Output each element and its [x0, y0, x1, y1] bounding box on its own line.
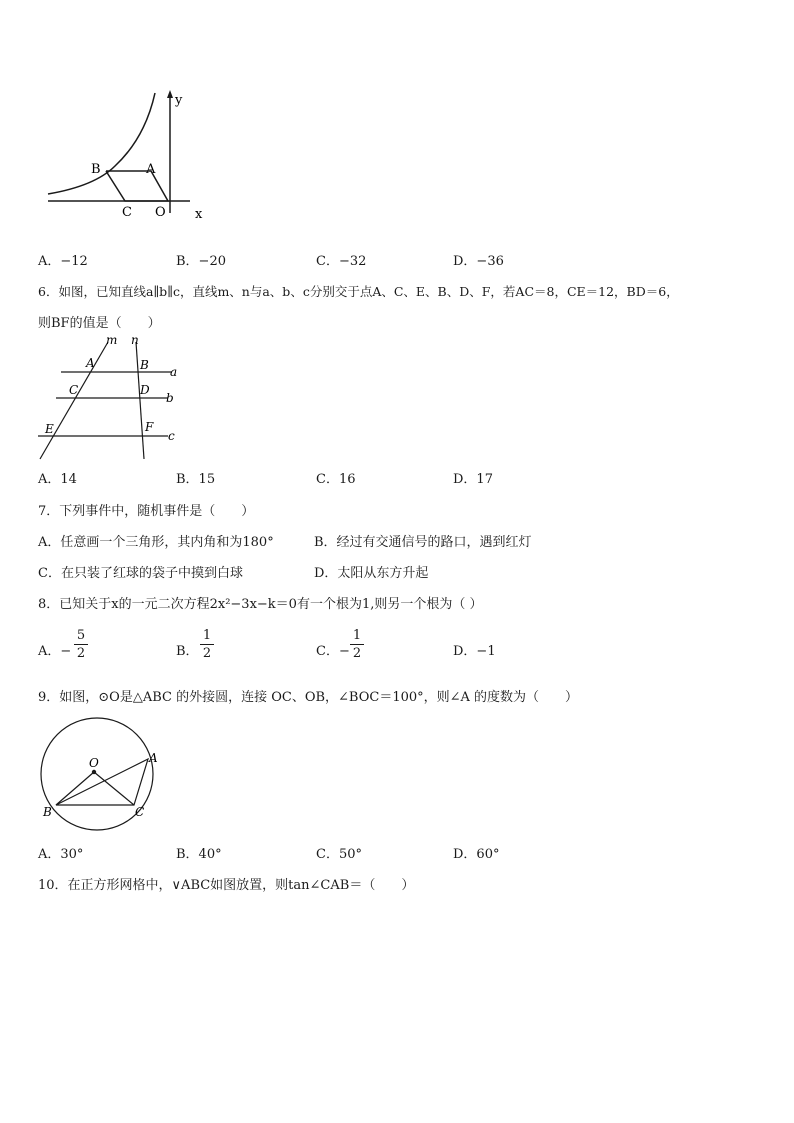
q7-text: 7．下列事件中，随机事件是（ ） — [38, 504, 255, 519]
q6-option-a: A．14 — [38, 472, 77, 487]
label-B: B — [91, 162, 101, 177]
q9-text: 9．如图，⊙O是△ABC 的外接圆，连接 OC、OB，∠BOC＝100°，则∠A 的度数为（ ） — [38, 690, 579, 705]
q6-option-c: C．16 — [316, 472, 356, 487]
q8-option-c-fraction — [350, 628, 364, 661]
label-D: D — [140, 383, 150, 397]
q5-option-b: B．−20 — [176, 254, 226, 269]
label-O: O — [89, 756, 99, 770]
q6-text-line1: 6．如图，已知直线a∥b∥c，直线m、n与a、b、c分别交于点A、C、E、B、D、F，若AC＝8，CE＝12，BD＝6， — [38, 284, 679, 299]
parallelogram — [106, 171, 168, 201]
q7-option-d: D．太阳从东方升起 — [314, 566, 429, 581]
label-c: c — [168, 429, 175, 443]
q5-option-a: A．−12 — [38, 254, 88, 269]
label-O: O — [155, 205, 166, 220]
q8-c-denominator: 2 — [352, 646, 362, 661]
label-b: b — [166, 391, 174, 405]
q6-figure — [36, 332, 186, 464]
label-C: C — [69, 383, 79, 397]
q9-option-b: B．40° — [176, 847, 222, 862]
center-point — [92, 770, 96, 774]
fraction-bar — [350, 644, 364, 645]
label-A: A — [149, 751, 158, 765]
label-A: A — [86, 356, 95, 370]
label-a: a — [170, 365, 178, 379]
q8-option-a-prefix: A．− — [38, 644, 72, 659]
q9-option-a: A．30° — [38, 847, 84, 862]
q8-a-denominator: 2 — [76, 646, 86, 661]
q7-option-c: C．在只装了红球的袋子中摸到白球 — [38, 566, 243, 581]
label-C: C — [122, 205, 132, 220]
label-m: m — [106, 333, 118, 347]
q9-option-d: D．60° — [453, 847, 500, 862]
hyperbola-curve — [48, 93, 155, 194]
q6-option-b: B．15 — [176, 472, 216, 487]
q7-option-a: A．任意画一个三角形，其内角和为180° — [38, 535, 274, 550]
label-E: E — [45, 422, 54, 436]
label-x: x — [195, 207, 203, 222]
q5-figure — [40, 88, 220, 223]
q8-option-a-fraction — [74, 628, 88, 661]
q8-a-numerator: 5 — [76, 628, 86, 643]
q5-option-d: D．−36 — [453, 254, 504, 269]
q8-b-numerator: 1 — [202, 628, 212, 643]
line-m — [40, 342, 108, 459]
label-A: A — [146, 162, 156, 177]
q6-text-line2: 则BF的值是（ ） — [38, 316, 161, 331]
q8-c-numerator: 1 — [352, 628, 362, 643]
label-B: B — [43, 805, 52, 819]
segment-oc — [94, 772, 134, 805]
y-axis-arrow — [167, 90, 173, 98]
q8-option-c-prefix: C．− — [316, 644, 350, 659]
fraction-bar — [74, 644, 88, 645]
q8-option-b-prefix: B． — [176, 644, 199, 659]
q7-option-b: B．经过有交通信号的路口，遇到红灯 — [314, 535, 532, 550]
q8-option-d: D．−1 — [453, 644, 496, 659]
triangle-abc — [56, 759, 148, 805]
q9-option-c: C．50° — [316, 847, 362, 862]
fraction-bar — [200, 644, 214, 645]
label-n: n — [131, 333, 139, 347]
q8-option-b-fraction — [200, 628, 214, 661]
label-B: B — [140, 358, 149, 372]
q8-text: 8．已知关于x的一元二次方程2x²−3x−k＝0有一个根为1,则另一个根为（ ） — [38, 597, 483, 612]
label-C: C — [135, 805, 145, 819]
q8-b-denominator: 2 — [202, 646, 212, 661]
q10-text: 10．在正方形网格中，∨ABC如图放置，则tan∠CAB＝（ ） — [38, 878, 415, 893]
q5-option-c: C．−32 — [316, 254, 367, 269]
label-y: y — [175, 93, 183, 108]
q9-figure — [36, 724, 166, 829]
label-F: F — [145, 420, 154, 434]
q6-option-d: D．17 — [453, 472, 493, 487]
